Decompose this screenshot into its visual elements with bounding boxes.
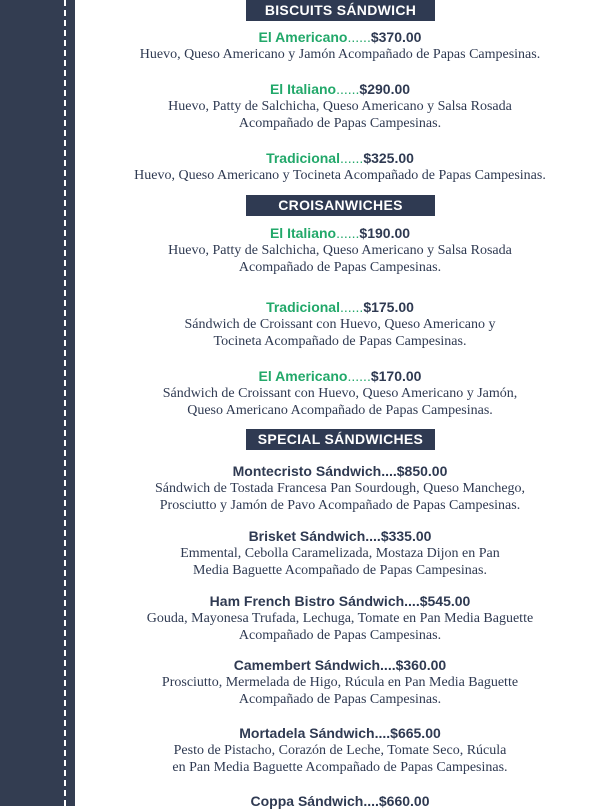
item-price: $190.00 xyxy=(359,225,411,241)
item-dots: .... xyxy=(404,593,420,609)
item-price: $335.00 xyxy=(380,528,432,544)
item-description: Emmental, Cebolla Caramelizada, Mostaza Dijon en Pan Media Baguette Acompañado de Papas Campesinas. xyxy=(180,546,500,578)
item-name: Camembert Sándwich xyxy=(233,657,381,673)
item-name: Coppa Sándwich xyxy=(250,793,364,809)
item-price: $660.00 xyxy=(378,793,430,809)
item-price: $325.00 xyxy=(363,150,414,166)
item-price: $850.00 xyxy=(396,463,448,479)
item-dots: .... xyxy=(381,463,397,479)
item-name: Tradicional xyxy=(266,150,340,166)
item-description: Gouda, Mayonesa Trufada, Lechuga, Tomate en Pan Media Baguette Acompañado de Papas Campesinas. xyxy=(146,611,534,643)
item-description: Sándwich de Croissant con Huevo, Queso Americano y Jamón, Queso Americano Acompañado de Papas Campesinas. xyxy=(162,386,518,418)
item-name: El Americano xyxy=(258,368,348,384)
item-dots: ...... xyxy=(336,81,360,97)
item-name: Mortadela Sándwich xyxy=(239,725,375,741)
item-price: $370.00 xyxy=(370,29,422,45)
menu-item xyxy=(75,724,605,776)
menu-item xyxy=(75,224,605,276)
item-dots: ...... xyxy=(347,368,371,384)
item-dots: .... xyxy=(380,657,396,673)
item-price: $170.00 xyxy=(370,368,422,384)
item-description: Sándwich de Croissant con Huevo, Queso Americano y Tocineta Acompañado de Papas Campesinas. xyxy=(184,317,496,349)
item-description: Huevo, Patty de Salchicha, Queso Americano y Salsa Rosada Acompañado de Papas Campesinas. xyxy=(168,243,512,275)
item-dots: ...... xyxy=(339,299,364,315)
menu-item xyxy=(75,592,605,644)
item-price: $360.00 xyxy=(395,657,447,673)
section-heading-croisanwiches: CROISANWICHES xyxy=(246,195,435,216)
menu-item xyxy=(75,28,605,63)
menu-item xyxy=(75,367,605,419)
item-price: $545.00 xyxy=(419,593,471,609)
item-name: El Italiano xyxy=(269,225,337,241)
item-description: Huevo, Queso Americano y Tocineta Acompañado de Papas Campesinas. xyxy=(134,168,546,183)
item-name: El Italiano xyxy=(269,81,337,97)
item-dots: ...... xyxy=(347,29,371,45)
menu-item xyxy=(75,656,605,708)
item-dots: ...... xyxy=(336,225,360,241)
item-name: El Americano xyxy=(258,29,348,45)
item-price: $175.00 xyxy=(363,299,414,315)
item-description: Sándwich de Tostada Francesa Pan Sourdough, Queso Manchego, Prosciutto y Jamón de Pavo Acompañado de Papas Campesinas. xyxy=(154,481,526,513)
menu-content xyxy=(75,0,605,809)
item-description: Prosciutto, Mermelada de Higo, Rúcula en Pan Media Baguette Acompañado de Papas Campesinas. xyxy=(161,675,519,707)
item-dots: ...... xyxy=(339,150,364,166)
item-dots: .... xyxy=(363,793,379,809)
menu-item xyxy=(75,80,605,132)
section-heading-special-sandwiches: SPECIAL SÁNDWICHES xyxy=(246,429,435,450)
section-heading-biscuits: BISCUITS SÁNDWICH xyxy=(246,0,435,21)
item-dots: .... xyxy=(374,725,391,741)
item-name: Ham French Bistro Sándwich xyxy=(209,593,405,609)
item-description: Pesto de Pistacho, Corazón de Leche, Tomate Seco, Rúcula en Pan Media Baguette Acompañado de Papas Campesinas. xyxy=(172,743,508,775)
menu-item xyxy=(75,527,605,579)
item-description: Huevo, Queso Americano y Jamón Acompañado de Papas Campesinas. xyxy=(139,47,541,62)
menu-item xyxy=(75,792,605,810)
item-name: Tradicional xyxy=(266,299,340,315)
item-price: $665.00 xyxy=(390,725,441,741)
menu-item xyxy=(75,298,605,350)
item-name: Brisket Sándwich xyxy=(248,528,366,544)
item-name: Montecristo Sándwich xyxy=(232,463,382,479)
item-price: $290.00 xyxy=(359,81,411,97)
menu-item xyxy=(75,462,605,514)
menu-item xyxy=(75,149,605,184)
item-dots: .... xyxy=(365,528,381,544)
stitched-border xyxy=(64,0,66,806)
item-description: Huevo, Patty de Salchicha, Queso Americano y Salsa Rosada Acompañado de Papas Campesinas. xyxy=(168,99,512,131)
